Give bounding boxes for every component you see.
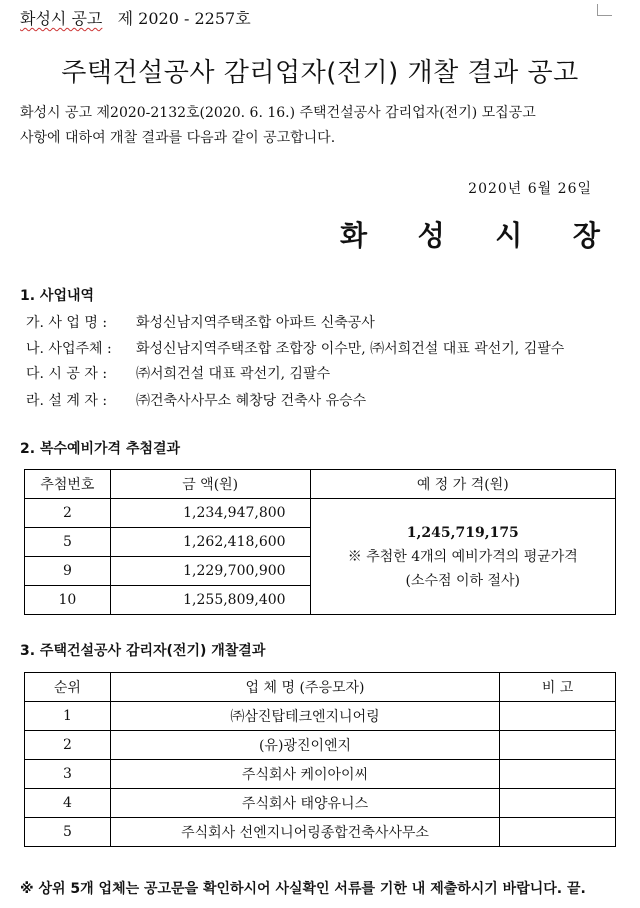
company-cell: 주식회사 선엔지니어링종합건축사사무소 xyxy=(110,818,499,847)
table-header-row xyxy=(25,470,616,499)
amount-cell: 1,262,418,600 xyxy=(110,528,310,557)
section-2-heading: 2. 복수예비가격 추첨결과 xyxy=(20,441,181,457)
item-value: 화성신남지역주택조합 아파트 신축공사 xyxy=(136,315,375,331)
rank-cell: 4 xyxy=(25,789,111,818)
issuer-char: 화 xyxy=(340,219,368,252)
rank-cell: 5 xyxy=(25,818,111,847)
item-label: 라. 설 계 자 : xyxy=(26,393,108,409)
column-header: 금 액(원) xyxy=(110,470,310,499)
project-item xyxy=(26,312,375,332)
item-label: 나. 사업주체 : xyxy=(26,341,112,357)
item-label: 가. 사 업 명 : xyxy=(26,315,108,331)
table-row xyxy=(25,760,616,789)
notice-number: 제 2020 - 2257호 xyxy=(117,9,251,28)
planned-price-cell xyxy=(310,499,615,615)
section-1-heading: 1. 사업내역 xyxy=(20,288,95,304)
notice-org: 화성시 공고 xyxy=(20,9,103,28)
planned-price-note: ※ 추첨한 4개의 예비가격의 평균가격 xyxy=(347,548,578,565)
issuer-char: 장 xyxy=(572,219,600,252)
notice-header xyxy=(20,6,251,29)
reserve-price-table xyxy=(24,469,616,615)
draw-number-cell: 2 xyxy=(25,499,111,528)
company-cell: (유)광진이엔지 xyxy=(110,731,499,760)
company-cell: ㈜삼진탑테크엔지니어링 xyxy=(110,702,499,731)
document-title: 주택건설공사 감리업자(전기) 개찰 결과 공고 xyxy=(61,58,579,88)
rank-cell: 2 xyxy=(25,731,111,760)
draw-number-cell: 9 xyxy=(25,557,111,586)
remark-cell xyxy=(500,760,616,789)
column-header: 추첨번호 xyxy=(25,470,111,499)
item-value: ㈜건축사사무소 혜창당 건축사 유승수 xyxy=(136,393,367,409)
bid-result-table xyxy=(24,672,616,847)
amount-cell: 1,234,947,800 xyxy=(110,499,310,528)
table-row xyxy=(25,818,616,847)
column-header: 업 체 명 (주응모자) xyxy=(110,673,499,702)
company-cell: 주식회사 케이아이씨 xyxy=(110,760,499,789)
planned-price-note: (소수점 이하 절사) xyxy=(405,572,521,589)
table-row xyxy=(25,702,616,731)
item-value: ㈜서희건설 대표 곽선기, 김팔수 xyxy=(136,366,331,382)
remark-cell xyxy=(500,818,616,847)
draw-number-cell: 5 xyxy=(25,528,111,557)
column-header: 순위 xyxy=(25,673,111,702)
section-3-heading xyxy=(20,640,265,660)
issuer-char: 시 xyxy=(495,219,523,252)
rank-cell: 3 xyxy=(25,760,111,789)
project-item xyxy=(26,390,366,410)
project-item xyxy=(26,338,564,358)
amount-cell: 1,255,809,400 xyxy=(110,586,310,615)
table-row xyxy=(25,789,616,818)
section-3-heading-text: 3. 주택건설공사 감리자(전기) 개찰결과 xyxy=(20,643,266,659)
item-label: 다. 시 공 자 : xyxy=(26,366,108,382)
rank-cell: 1 xyxy=(25,702,111,731)
corner-mark xyxy=(597,4,612,16)
column-header: 예 정 가 격(원) xyxy=(310,470,615,499)
document-date: 2020년 6월 26일 xyxy=(468,181,592,197)
remark-cell xyxy=(500,702,616,731)
remark-cell xyxy=(500,789,616,818)
column-header: 비 고 xyxy=(500,673,616,702)
table-row xyxy=(25,499,616,528)
issuer-char: 성 xyxy=(417,219,445,252)
item-value: 화성신남지역주택조합 조합장 이수만, ㈜서희건설 대표 곽선기, 김팔수 xyxy=(136,341,565,357)
project-item xyxy=(26,363,330,383)
company-cell: 주식회사 태양유니스 xyxy=(110,789,499,818)
amount-cell: 1,229,700,900 xyxy=(110,557,310,586)
intro-line-1: 화성시 공고 제2020-2132호(2020. 6. 16.) 주택건설공사 감리업자(전기) 모집공고 xyxy=(20,105,536,121)
table-row xyxy=(25,731,616,760)
issuer-signature xyxy=(340,214,600,254)
remark-cell xyxy=(500,731,616,760)
planned-price-value: 1,245,719,175 xyxy=(406,524,519,541)
intro-line-2: 사항에 대하여 개찰 결과를 다음과 같이 공고합니다. xyxy=(20,130,336,146)
draw-number-cell: 10 xyxy=(25,586,111,615)
table-header-row xyxy=(25,673,616,702)
closing-note: ※ 상위 5개 업체는 공고문을 확인하시어 사실확인 서류를 기한 내 제출하시기 바랍니다. 끝. xyxy=(20,881,586,897)
